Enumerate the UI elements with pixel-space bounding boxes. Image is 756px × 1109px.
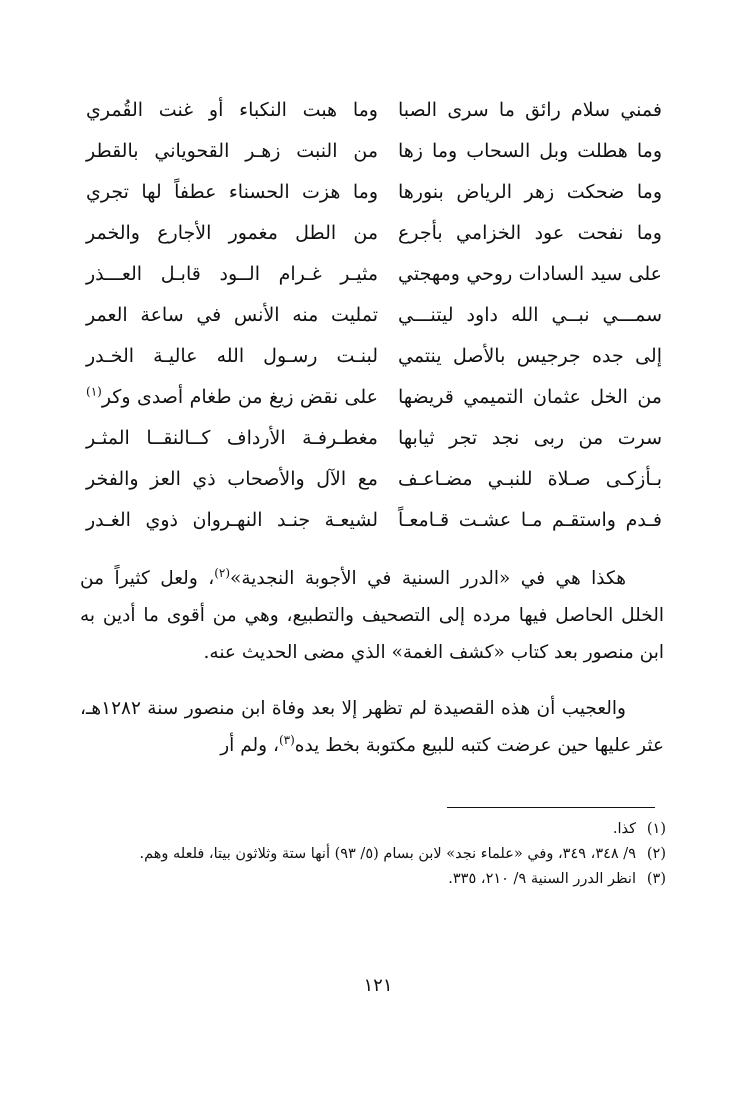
footnote-text: كذا. — [612, 821, 636, 837]
verse-second-hemistich — [86, 377, 378, 418]
verse-line — [86, 254, 662, 295]
footnote-text: ٩/ ٣٤٨، ٣٤٩، وفي «علماء نجد» لابن بسام (٥/ ٩٣) أنها ستة وثلاثون بيتا، فلعله وهم. — [139, 846, 636, 862]
verse-line — [86, 213, 662, 254]
paragraph-1-text: هكذا هي في «الدرر السنية في الأجوبة النجدية» — [230, 568, 626, 589]
paragraph-2-text-cont: ، ولم أر — [220, 735, 279, 756]
verse-second-hemistich: لشيعـة جنـد النهـروان ذوي الغـدر — [86, 509, 378, 531]
verse-first-hemistich: بـأزكـى صـلاة للنبـي مضـاعـف — [398, 468, 662, 490]
verse-line — [86, 336, 662, 377]
paragraph-1 — [80, 560, 664, 671]
verse-line — [86, 131, 662, 172]
verse-first-hemistich: وما ضحكت زهر الرياض بنورها — [398, 181, 662, 203]
footnote-number: (١) — [646, 821, 666, 837]
verse-line — [86, 500, 662, 541]
footnote — [90, 842, 666, 867]
verse-first-hemistich: على سيد السادات روحي ومهجتي — [398, 263, 662, 285]
footnote-divider — [447, 807, 655, 808]
verse-line — [86, 377, 662, 418]
verse-second-hemistich: وما هزت الحسناء عطفاً لها تجري — [86, 181, 378, 203]
verse-first-hemistich: فـدم واستقـم مـا عشـت قـامعـاً — [398, 509, 662, 531]
verse-second-hemistich: مغطـرفـة الأرداف كــالنقــا المثـر — [86, 427, 378, 449]
verse-line — [86, 459, 662, 500]
verse-first-hemistich: سرت من ربى نجد تجر ثيابها — [398, 427, 662, 449]
verse-second-hemistich: من النبت زهـر القحوياني بالقطر — [86, 140, 378, 162]
paragraph-2-text: والعجيب أن هذه القصيدة لم تظهر إلا بعد وفاة ابن منصور سنة ١٢٨٢هـ، عثر عليها حين عرضت كتبه للبيع مكتوبة بخط يده — [80, 698, 664, 756]
footnote-ref-3[interactable]: (٣) — [278, 732, 295, 747]
footnote-number: (٢) — [646, 846, 666, 862]
verse-second-hemistich: مثيـر غـرام الــود قابـل العـــذر — [86, 263, 378, 285]
verse-second-hemistich: مع الآل والأصحاب ذي العز والفخر — [86, 468, 378, 490]
verse-second-hemistich: من الطل مغمور الأجارع والخمر — [86, 222, 378, 244]
verse-second-hemistich: تمليت منه الأنس في ساعة العمر — [86, 304, 378, 326]
verse-first-hemistich: سمـــي نبــي الله داود ليتنـــي — [398, 304, 662, 326]
footnote-number: (٣) — [646, 871, 666, 887]
poem — [86, 90, 662, 541]
verse-line — [86, 90, 662, 131]
verse-first-hemistich: إلى جده جرجيس بالأصل ينتمي — [398, 345, 662, 367]
verse-first-hemistich: وما نفحت عود الخزامي بأجرع — [398, 222, 662, 244]
verse-first-hemistich: وما هطلت وبل السحاب وما زها — [398, 140, 662, 162]
verse-line — [86, 172, 662, 213]
footnote-ref-2[interactable]: (٢) — [214, 565, 231, 580]
footnote — [90, 867, 666, 892]
verse-first-hemistich: فمني سلام رائق ما سرى الصبا — [398, 99, 662, 121]
verse-second-hemistich: وما هبت النكباء أو غنت القُمري — [86, 99, 378, 121]
verse-line — [86, 295, 662, 336]
verse-second-hemistich: لبنـت رسـول الله عاليـة الخـدر — [86, 345, 378, 367]
paragraph-2 — [80, 690, 664, 764]
verse-first-hemistich: من الخل عثمان التميمي قريضها — [398, 386, 662, 408]
footnote-text: انظر الدرر السنية ٩/ ٢١٠، ٣٣٥. — [448, 871, 636, 887]
footnote — [90, 817, 666, 842]
verse-line — [86, 418, 662, 459]
paragraph-1-text-cont: ، ولعل كثيراً من الخلل الحاصل فيها مرده إلى التصحيف والتطبيع، وهي من أقوى ما أدين به ابن منصور بعد كتاب «كشف الغمة» الذي مضى الحديث عنه. — [80, 568, 664, 663]
page-number: ١٢١ — [363, 975, 393, 996]
verse-second-hemistich-text: على نقض زيغ من طغام أصدى وكر — [101, 386, 378, 408]
footnotes — [90, 817, 666, 892]
footnote-ref-1[interactable]: (١) — [86, 384, 102, 399]
